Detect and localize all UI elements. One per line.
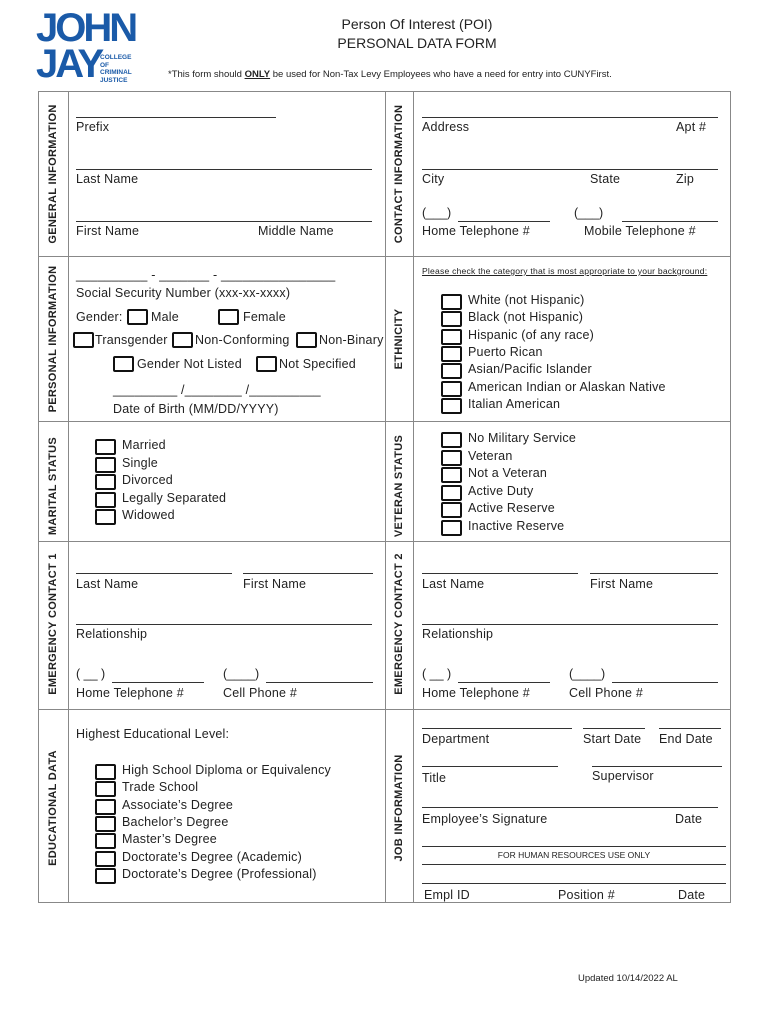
gender-nonbinary-label: Non-Binary — [319, 333, 384, 347]
state-label: State — [590, 172, 621, 186]
first-name-label: First Name — [76, 224, 140, 238]
gender-not-listed-checkbox[interactable] — [113, 356, 134, 372]
section-emergency-contact-1: EMERGENCY CONTACT 1 — [47, 553, 59, 695]
education-level-label: Highest Educational Level: — [76, 727, 230, 741]
veteran-option-checkbox-6[interactable] — [441, 520, 462, 536]
ec1-cell-area-code[interactable]: (____) — [223, 667, 260, 681]
start-date-label: Start Date — [583, 732, 642, 746]
hr-banner-text: FOR HUMAN RESOURCES USE ONLY — [497, 850, 651, 860]
section-educational-data: EDUCATIONAL DATA — [47, 750, 59, 866]
zip-label: Zip — [676, 172, 694, 186]
ethnicity-option-label-4: Puerto Rican — [468, 344, 543, 359]
ec2-home-tel-field[interactable] — [458, 682, 550, 683]
marital-option-checkbox-4[interactable] — [95, 492, 116, 508]
ethnicity-option-label-5: Asian/Pacific Islander — [468, 362, 592, 377]
section-job-information: JOB INFORMATION — [393, 754, 405, 862]
education-option-checkbox-6[interactable] — [95, 851, 116, 867]
education-option-label-4: Bachelor’s Degree — [122, 814, 229, 829]
middle-name-label: Middle Name — [258, 224, 334, 238]
gender-transgender-label: Transgender — [95, 333, 168, 347]
marital-option-checkbox-2[interactable] — [95, 457, 116, 473]
logo-sub-2: OF — [100, 61, 110, 69]
ethnicity-option-checkbox-2[interactable] — [441, 311, 462, 327]
ec2-cell-area-code[interactable]: (____) — [569, 667, 606, 681]
last-name-field[interactable] — [76, 169, 372, 170]
ec1-home-area-code[interactable]: ( __ ) — [76, 667, 106, 681]
form-title: Person Of Interest (POI) — [341, 16, 493, 32]
veteran-option-checkbox-1[interactable] — [441, 432, 462, 448]
ec2-first-name-field[interactable] — [590, 573, 718, 574]
education-option-label-1: High School Diploma or Equivalency — [122, 763, 331, 777]
title-field[interactable] — [422, 766, 558, 767]
ssn-field[interactable]: __________ - _______ - ________________ — [76, 268, 336, 282]
usage-note — [168, 69, 612, 80]
department-field[interactable] — [422, 728, 572, 729]
dob-field[interactable]: _________ /________ /__________ — [113, 383, 321, 397]
gender-nonconforming-label: Non-Conforming — [195, 333, 290, 347]
ec1-home-tel-label: Home Telephone # — [76, 686, 184, 700]
section-ethnicity: ETHNICITY — [393, 308, 405, 370]
prefix-label: Prefix — [76, 120, 110, 134]
section-contact-information: CONTACT INFORMATION — [393, 104, 405, 244]
ec2-cell-label: Cell Phone # — [569, 686, 643, 700]
updated-note: Updated 10/14/2022 AL — [578, 973, 678, 984]
mobile-tel-field[interactable] — [622, 221, 718, 222]
ethnicity-note: Please check the category that is most appropriate to your background: — [422, 266, 708, 276]
section-veteran-status: VETERAN STATUS — [393, 434, 405, 538]
section-personal-information: PERSONAL INFORMATION — [47, 265, 59, 413]
ssn-label: Social Security Number (xxx-xx-xxxx) — [76, 286, 291, 300]
logo-sub-4: JUSTICE — [100, 76, 128, 84]
education-option-checkbox-5[interactable] — [95, 833, 116, 849]
marital-option-checkbox-3[interactable] — [95, 474, 116, 490]
signature-date-label: Date — [675, 812, 703, 826]
veteran-option-label-6: Inactive Reserve — [468, 518, 565, 533]
signature-field[interactable] — [422, 807, 718, 808]
ec1-last-name-field[interactable] — [76, 573, 232, 574]
position-label: Position # — [558, 888, 615, 902]
veteran-option-label-2: Veteran — [468, 448, 513, 463]
veteran-option-label-4: Active Duty — [468, 483, 534, 498]
department-label: Department — [422, 732, 490, 746]
ethnicity-option-checkbox-7[interactable] — [441, 398, 462, 414]
ec2-last-name-label: Last Name — [422, 577, 485, 591]
logo-sub-1: COLLEGE — [100, 54, 132, 61]
ec2-home-tel-label: Home Telephone # — [422, 686, 530, 700]
ec2-relationship-label: Relationship — [422, 627, 494, 641]
end-date-field[interactable] — [659, 728, 721, 729]
marital-option-checkbox-1[interactable] — [95, 439, 116, 455]
last-name-label: Last Name — [76, 172, 139, 186]
ethnicity-option-checkbox-4[interactable] — [441, 346, 462, 362]
marital-option-label-5: Widowed — [122, 508, 175, 522]
marital-option-label-1: Married — [122, 438, 166, 452]
ethnicity-option-checkbox-1[interactable] — [441, 294, 462, 310]
ec1-home-tel-field[interactable] — [112, 682, 204, 683]
ethnicity-option-label-1: White (not Hispanic) — [468, 293, 585, 307]
supervisor-field[interactable] — [592, 766, 722, 767]
signature-label: Employee’s Signature — [422, 812, 548, 826]
ec1-relationship-label: Relationship — [76, 627, 148, 641]
dob-label: Date of Birth (MM/DD/YYYY) — [113, 402, 279, 416]
empl-id-label: Empl ID — [424, 888, 470, 902]
veteran-option-checkbox-2[interactable] — [441, 450, 462, 466]
education-option-label-7: Doctorate’s Degree (Professional) — [122, 866, 317, 881]
address-label: Address — [422, 120, 470, 134]
veteran-option-label-5: Active Reserve — [468, 501, 555, 515]
ec1-cell-field[interactable] — [266, 682, 373, 683]
hr-date-label: Date — [678, 888, 706, 902]
logo-sub-3: CRIMINAL — [100, 69, 132, 76]
gender-not-listed-label: Gender Not Listed — [137, 357, 242, 371]
logo-line-1: JOHN — [36, 6, 136, 50]
end-date-label: End Date — [659, 732, 713, 746]
education-option-checkbox-4[interactable] — [95, 816, 116, 832]
ec1-relationship-field[interactable] — [76, 624, 372, 625]
ethnicity-option-checkbox-5[interactable] — [441, 363, 462, 379]
gender-transgender-checkbox[interactable] — [73, 332, 94, 348]
ec2-first-name-label: First Name — [590, 577, 654, 591]
ec1-first-name-label: First Name — [243, 577, 307, 591]
ec2-last-name-field[interactable] — [422, 573, 578, 574]
ethnicity-option-label-3: Hispanic (of any race) — [468, 327, 594, 342]
hr-use-only-banner — [422, 846, 726, 865]
ethnicity-option-label-6: American Indian or Alaskan Native — [468, 379, 666, 394]
logo-line-2: JAY — [36, 42, 102, 86]
education-option-label-3: Associate’s Degree — [122, 797, 234, 812]
logo-subtext — [100, 54, 132, 84]
start-date-field[interactable] — [583, 728, 645, 729]
address-field[interactable] — [422, 117, 718, 118]
section-marital-status: MARITAL STATUS — [47, 436, 59, 536]
title-label: Title — [422, 771, 447, 785]
education-option-checkbox-3[interactable] — [95, 799, 116, 815]
ec2-cell-field[interactable] — [612, 682, 718, 683]
gender-male-label: Male — [151, 310, 179, 324]
ec1-first-name-field[interactable] — [243, 573, 373, 574]
marital-option-label-3: Divorced — [122, 473, 173, 487]
education-option-label-6: Doctorate’s Degree (Academic) — [122, 849, 302, 864]
marital-option-label-2: Single — [122, 455, 158, 470]
education-option-label-2: Trade School — [122, 780, 199, 795]
note-text-pre: *This form should — [168, 69, 245, 80]
city-label: City — [422, 172, 445, 186]
education-option-checkbox-2[interactable] — [95, 781, 116, 797]
education-option-checkbox-1[interactable] — [95, 764, 116, 780]
gender-nonconforming-checkbox[interactable] — [172, 332, 193, 348]
section-general-information: GENERAL INFORMATION — [47, 104, 59, 244]
home-tel-area-code[interactable]: (___) — [422, 206, 452, 220]
veteran-option-checkbox-5[interactable] — [441, 502, 462, 518]
marital-option-checkbox-5[interactable] — [95, 509, 116, 525]
education-option-label-5: Master’s Degree — [122, 832, 217, 847]
ec1-last-name-label: Last Name — [76, 577, 139, 591]
section-emergency-contact-2: EMERGENCY CONTACT 2 — [393, 553, 405, 695]
veteran-option-checkbox-3[interactable] — [441, 467, 462, 483]
gender-nonbinary-checkbox[interactable] — [296, 332, 317, 348]
mobile-tel-label: Mobile Telephone # — [584, 224, 696, 238]
veteran-option-label-3: Not a Veteran — [468, 466, 548, 480]
gender-not-specified-checkbox[interactable] — [256, 356, 277, 372]
veteran-option-checkbox-4[interactable] — [441, 485, 462, 501]
gender-female-label: Female — [243, 310, 286, 324]
form-subtitle: PERSONAL DATA FORM — [337, 35, 497, 51]
ec2-home-area-code[interactable]: ( __ ) — [422, 667, 452, 681]
gender-male-checkbox[interactable] — [127, 309, 148, 325]
supervisor-label: Supervisor — [592, 769, 654, 783]
mobile-tel-area-code[interactable]: (___) — [574, 206, 604, 220]
ethnicity-option-label-7: Italian American — [468, 396, 561, 411]
apt-label: Apt # — [676, 120, 707, 134]
education-option-checkbox-7[interactable] — [95, 868, 116, 884]
ethnicity-option-checkbox-6[interactable] — [441, 381, 462, 397]
gender-not-specified-label: Not Specified — [279, 357, 356, 371]
ethnicity-option-checkbox-3[interactable] — [441, 329, 462, 345]
ec2-relationship-field[interactable] — [422, 624, 718, 625]
hr-row-field[interactable] — [422, 883, 726, 884]
city-state-zip-field[interactable] — [422, 169, 718, 170]
home-tel-label: Home Telephone # — [422, 224, 530, 238]
veteran-option-label-1: No Military Service — [468, 431, 576, 445]
first-name-field[interactable] — [76, 221, 372, 222]
home-tel-field[interactable] — [458, 221, 550, 222]
gender-female-checkbox[interactable] — [218, 309, 239, 325]
prefix-field[interactable] — [76, 117, 276, 118]
note-text-post: be used for Non-Tax Levy Employees who have a need for entry into CUNYFirst. — [270, 69, 612, 80]
ethnicity-option-label-2: Black (not Hispanic) — [468, 310, 584, 325]
note-text-bold: ONLY — [244, 69, 271, 80]
ec1-cell-label: Cell Phone # — [223, 686, 297, 700]
marital-option-label-4: Legally Separated — [122, 490, 227, 505]
gender-label: Gender: — [76, 310, 123, 324]
